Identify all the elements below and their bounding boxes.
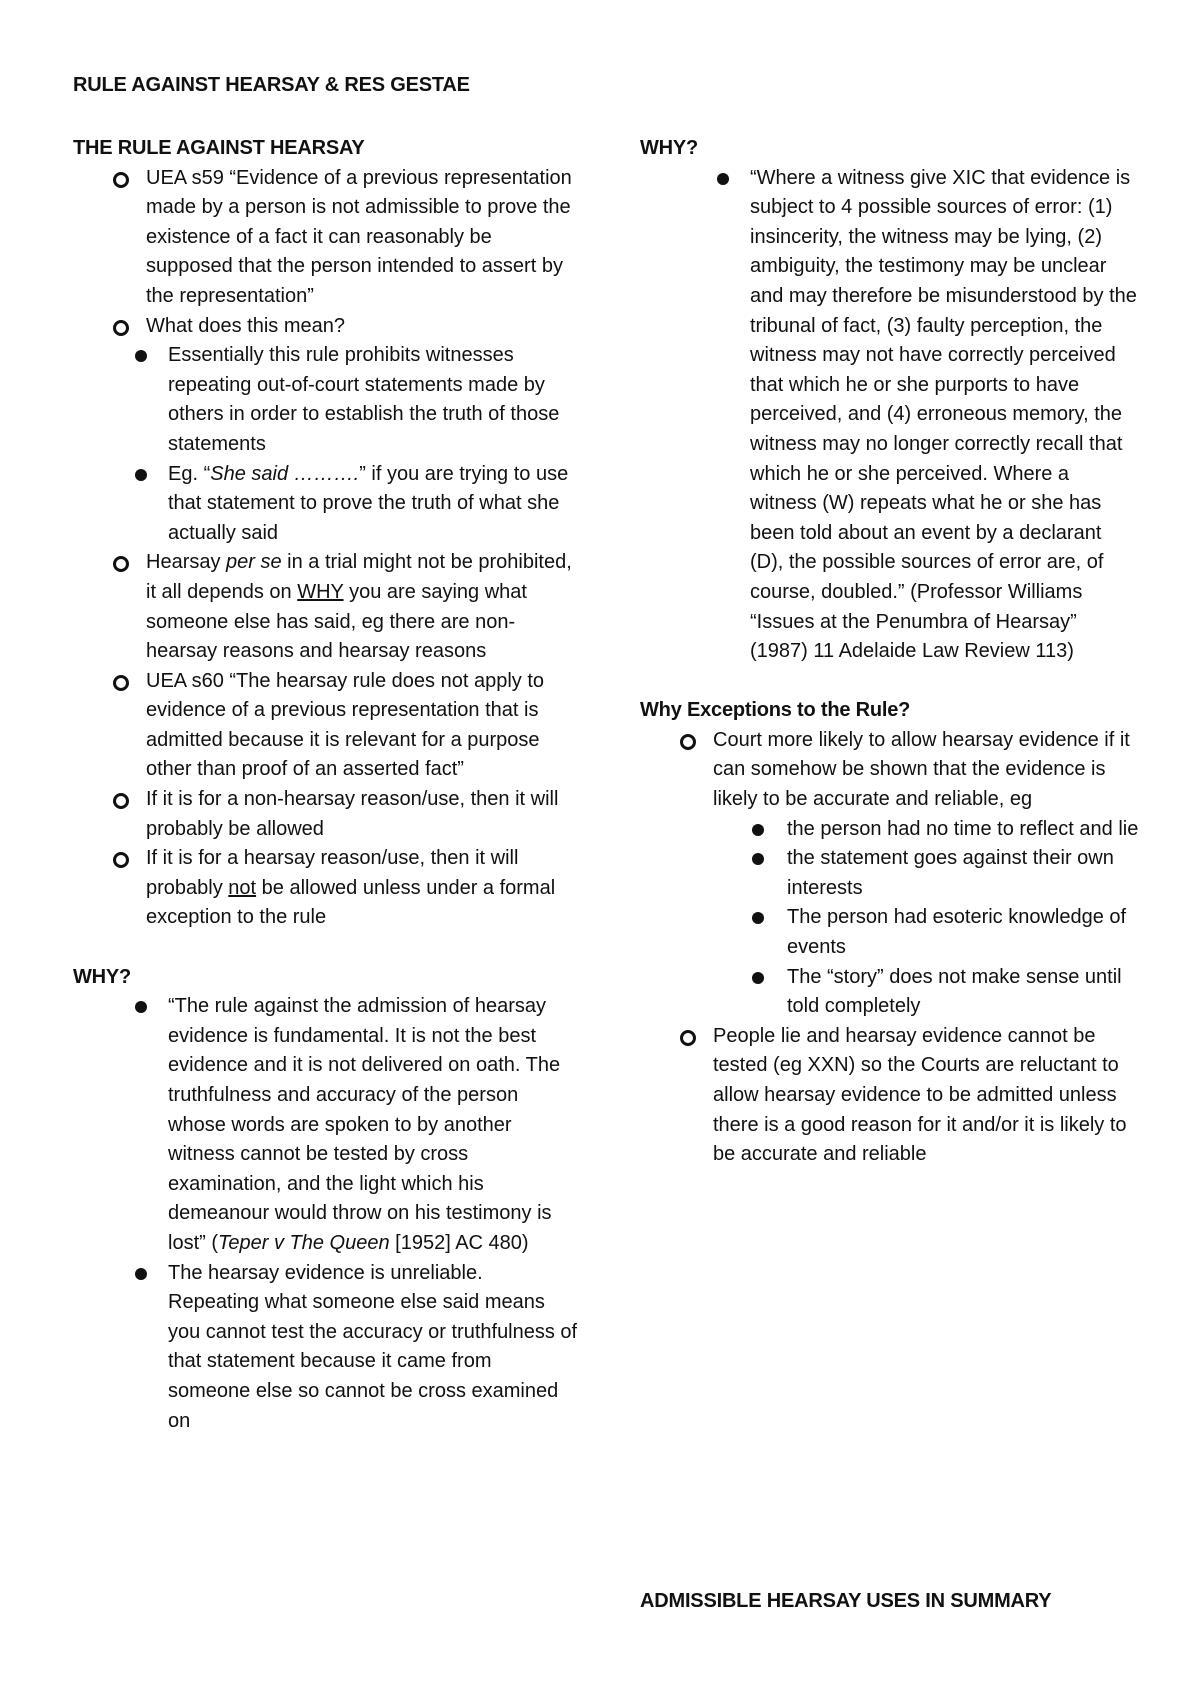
filled-bullet-icon [752,972,764,984]
filled-bullet-icon [752,824,764,836]
list-item-unreliable [73,1259,578,1437]
hearsay-use-text-b: be allowed unless under a formal exception to the rule [146,876,556,929]
list-item-williams [640,164,1140,667]
list-item-sub-3 [640,963,1140,1022]
hollow-bullet-icon [113,675,129,691]
list-item-sub-0 [640,815,1140,845]
heading-admissible-uses: ADMISSIBLE HEARSAY USES IN SUMMARY [640,1590,1052,1612]
filled-bullet-icon [717,173,729,185]
sub-item-text: the person had no time to reflect and lie [787,817,1139,840]
example-prefix: Eg. “ [168,462,211,485]
per-se-text-c: you are saying what someone else has said, eg there are non-hearsay reasons and hearsay reasons [146,580,527,663]
list-item-per-se [73,548,578,666]
heading-why-exceptions: Why Exceptions to the Rule? [640,699,911,722]
list-item-court [640,726,1140,815]
court-text: Court more likely to allow hearsay evidence if it can somehow be shown that the evidence is likely to be accurate and reliable, eg [713,728,1130,811]
hollow-bullet-icon [680,734,696,750]
per-se-why: WHY [297,580,344,603]
list-item-s60 [73,667,578,785]
what-mean-text: What does this mean? [146,314,345,337]
list-item-non-hearsay [73,785,578,844]
sub-item-text: The “story” does not make sense until told completely [787,965,1122,1018]
teper-case-name: Teper v The Queen [218,1231,390,1254]
per-se-text-a: Hearsay [146,551,227,574]
left-column [73,134,578,1436]
example-quote: She said ………. [210,462,360,485]
filled-bullet-icon [135,1001,147,1013]
per-se-text-b: in a trial might not be prohibited, it all depends on [146,551,572,603]
list-item-s59 [73,164,578,312]
people-lie-text: People lie and hearsay evidence cannot be tested (eg XXN) so the Courts are reluctant to allow hearsay evidence to be admitted unless there is a good reason for it and/or it is likely to be accurate and reliable [713,1024,1127,1166]
unreliable-text: The hearsay evidence is unreliable. Repeating what someone else said means you cannot test the accuracy or truthfulness of that statement because it came from someone else so cannot be cross examined on [168,1261,578,1432]
per-se-italic: per se [226,551,282,574]
filled-bullet-icon [135,350,147,362]
williams-text: “Where a witness give XIC that evidence is subject to 4 possible sources of error: (1) insincerity, the witness may be lying, (2) ambiguity, the testimony may be unclear and may therefore be misunderstood by the tribunal of fact, (3) faulty perception, the witness may not have correctly perceived that which he or she purports to have perceived, and (4) erroneous memory, the witness may no longer correctly recall that which he or she perceived. Where a witness (W) repeats what he or she has been told about an event by a declarant (D), the possible sources of error are, of course, doubled.” (Professor Williams “Issues at the Penumbra of Hearsay” (1987) 11 Adelaide Law Review 113) [750,166,1137,663]
heading-why-right: WHY? [640,137,699,159]
s59-text: UEA s59 “Evidence of a previous representation made by a person is not admissible to prove the existence of a fact it can reasonably be supposed that the person intended to assert by the representation” [146,166,572,307]
non-hearsay-text: If it is for a non-hearsay reason/use, then it will probably be allowed [146,788,559,840]
filled-bullet-icon [752,912,764,924]
hearsay-use-text-a: If it is for a hearsay reason/use, then it will probably [146,847,519,899]
s60-text: UEA s60 “The hearsay rule does not apply to evidence of a previous representation that is admitted because it is relevant for a purpose other than proof of an asserted fact” [146,669,545,781]
filled-bullet-icon [135,1268,147,1280]
list-item-what-mean [73,312,578,342]
document-title: RULE AGAINST HEARSAY & RES GESTAE [73,74,470,96]
list-item-sub-1 [640,844,1140,903]
sub-item-text: the statement goes against their own interests [787,847,1114,899]
list-item-hearsay-use [73,844,578,933]
example-suffix: ” if you are trying to use that statement to prove the truth of what she actually said [168,462,569,544]
filled-bullet-icon [135,469,147,481]
list-item-example [73,460,578,549]
heading-why-left: WHY? [73,965,132,988]
essentially-text: Essentially this rule prohibits witnesses repeating out-of-court statements made by others in order to establish the truth of those statements [168,344,560,455]
hollow-bullet-icon [113,556,129,572]
heading-rule-against-hearsay: THE RULE AGAINST HEARSAY [73,137,365,159]
list-item-teper [73,992,578,1258]
sub-item-text: The person had esoteric knowledge of events [787,906,1127,959]
hollow-bullet-icon [113,172,129,188]
teper-text-b: [1952] AC 480) [389,1231,529,1254]
filled-bullet-icon [752,853,764,865]
list-item-sub-2 [640,903,1140,962]
hearsay-use-not: not [228,876,257,899]
hollow-bullet-icon [680,1030,696,1046]
hollow-bullet-icon [113,793,129,809]
list-item-people-lie [640,1022,1140,1170]
teper-text-a: “The rule against the admission of hearsay evidence is fundamental. It is not the best evidence and it is not delivered on oath. The truthfulness and accuracy of the person whose words are spoken to by another witness cannot be tested by cross examination, and the light which his demeanour would throw on his testimony is lost” ( [168,995,561,1254]
list-item-essentially [73,341,578,459]
hollow-bullet-icon [113,852,129,868]
right-column [640,134,1140,1170]
hollow-bullet-icon [113,320,129,336]
